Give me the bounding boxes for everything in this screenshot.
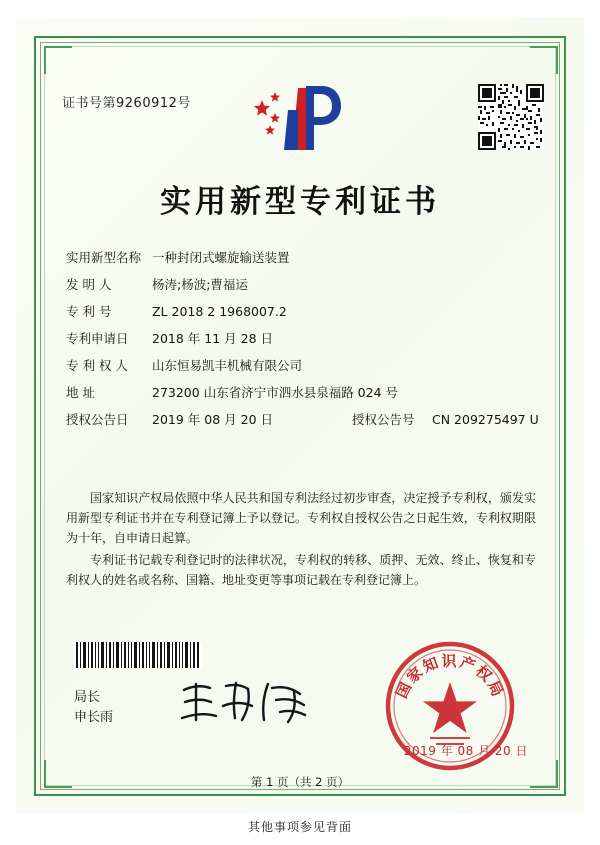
field-row-announcement [66,410,538,428]
qr-code-icon [478,84,544,150]
signature-name: 申长雨 [74,710,114,725]
field-label-address: 地 址 [66,385,95,400]
legal-paragraph-1: 国家知识产权局依照中华人民共和国专利法经过初步审查，决定授予专利权，颁发实用新型专利证书并在专利登记簿上予以登记。专利权自授权公告之日起生效，专利权期限为十年，自申请日起算。 [66,491,536,545]
field-value-invention-name: 一种封闭式螺旋输送装置 [152,250,290,265]
signature-block [74,688,113,728]
field-row [66,275,538,293]
field-value-patentee: 山东恒易凯丰机械有限公司 [152,358,303,373]
fields-block [66,248,538,437]
handwritten-signature-icon [176,676,316,728]
certificate-number: 证书号第9260912号 [62,96,191,111]
page-title: 实用新型专利证书 [160,184,440,220]
corner-ornament-top-left [44,46,72,74]
field-label-patent-number: 专 利 号 [66,304,112,319]
seal-date: 2019 年 08 月 20 日 [403,744,528,758]
signature-role: 局长 [74,690,101,705]
field-value-patent-number: ZL 2018 2 1968007.2 [152,304,287,319]
field-value-announcement-number: CN 209275497 U [432,412,539,427]
field-label-application-date: 专利申请日 [66,331,129,346]
corner-ornament-top-right [530,46,558,74]
field-row [66,302,538,320]
page-number: 第 1 页（共 2 页） [250,775,350,789]
cnipa-logo-icon [240,80,360,158]
footer-note: 其他事项参见背面 [247,820,352,834]
field-value-application-date: 2018 年 11 月 28 日 [152,331,273,346]
field-row [66,248,538,266]
legal-text-block [66,488,536,592]
legal-paragraph-2: 专利证书记载专利登记时的法律状况，专利权的转移、质押、无效、终止、恢复和专利权人的姓名或名称、国籍、地址变更等事项记载在专利登记簿上。 [66,553,536,587]
field-value-address: 273200 山东省济宁市泗水县泉福路 024 号 [152,385,398,400]
field-label-patentee: 专 利 权 人 [66,358,128,373]
field-label-announcement-date: 授权公告日 [66,412,129,427]
barcode-icon [74,642,202,668]
field-value-announcement-date: 2019 年 08 月 20 日 [152,412,273,427]
field-row [66,383,538,401]
field-label-inventors: 发 明 人 [66,277,112,292]
field-label-announcement-number: 授权公告号 [352,412,415,427]
field-row [66,356,538,374]
svg-text:国家知识产权局: 国家知识产权局 [392,652,508,702]
field-value-inventors: 杨涛;杨波;曹福运 [152,277,248,292]
field-label-invention-name: 实用新型名称 [66,250,142,265]
field-row [66,329,538,347]
